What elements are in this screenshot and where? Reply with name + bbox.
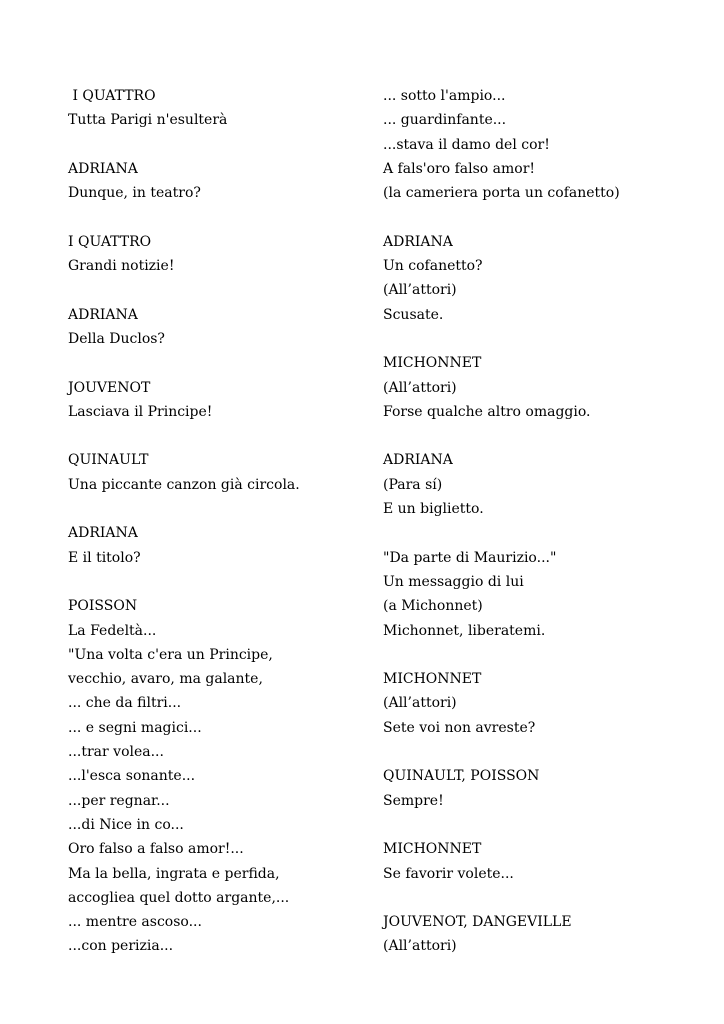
blank-line [383, 813, 703, 837]
text-line: I QUATTRO [68, 88, 156, 104]
text-line: Sete voi non avreste? [383, 719, 536, 736]
blank-line [68, 351, 368, 375]
text-line: ...stava il damo del cor! [383, 136, 550, 153]
text-line: Forse qualche altro omaggio. [383, 403, 591, 420]
text-line: ...con perizia... [68, 938, 174, 955]
blank-line [68, 278, 368, 302]
text-line: (All’attori) [383, 695, 457, 712]
text-line: QUINAULT, POISSON [383, 768, 540, 785]
text-line: Grandi notizie! [68, 258, 175, 275]
text-line: accoglieа quel dotto argante,... [68, 889, 290, 906]
text-line: ... che da filtri... [68, 695, 182, 712]
text-line: ...di Nice in co... [68, 816, 184, 833]
text-line: MICHONNET [383, 841, 482, 858]
text-line: ...l'esca sonante... [68, 768, 196, 785]
text-line: Sempre! [383, 792, 444, 809]
blank-line [383, 205, 703, 229]
text-line: ... sotto l'ampio... [383, 88, 506, 104]
text-line: (a Michonnet) [383, 598, 483, 615]
text-line: MICHONNET [383, 671, 482, 688]
text-line: ADRIANA [383, 233, 453, 250]
blank-line [383, 740, 703, 764]
text-line: MICHONNET [383, 355, 482, 372]
blank-line [68, 133, 368, 157]
text-line: (All’attori) [383, 938, 457, 955]
text-line: Scusate. [383, 306, 444, 323]
text-line: (All’attori) [383, 379, 457, 396]
blank-line [68, 570, 368, 594]
text-line: Una piccante canzon già circola. [68, 476, 300, 493]
text-line: Michonnet, liberatemi. [383, 622, 546, 639]
text-line: Ma la bella, ingrata e perfida, [68, 865, 280, 882]
text-line: QUINAULT [68, 452, 149, 469]
text-line: La Fedeltà... [68, 622, 157, 639]
text-line: (Para sí) [383, 476, 443, 493]
text-line: Della Duclos? [68, 330, 165, 347]
blank-line [383, 886, 703, 910]
text-line: ...per regnar... [68, 792, 170, 809]
right-text-column [383, 84, 703, 959]
text-line: "Da parte di Maurizio..." [383, 549, 557, 566]
text-line: Se favorir volete... [383, 865, 514, 882]
text-line: vecchio, avaro, ma galante, [68, 671, 263, 688]
text-line: JOUVENOT, DANGEVILLE [383, 914, 572, 931]
text-line: I QUATTRO [68, 233, 152, 250]
text-line: Lasciava il Principe! [68, 403, 213, 420]
blank-line [383, 643, 703, 667]
text-line: Dunque, in teatro? [68, 185, 201, 202]
text-line: E il titolo? [68, 549, 141, 566]
left-text-column [68, 84, 368, 959]
text-line: ... guardinfante... [383, 112, 507, 129]
text-line: ADRIANA [68, 525, 138, 542]
text-line: ... e segni magici... [68, 719, 202, 736]
text-line: ...trar volea... [68, 744, 164, 761]
blank-line [383, 327, 703, 351]
text-line: Tutta Parigi n'esulterà [68, 112, 228, 129]
text-line: E un biglietto. [383, 501, 484, 518]
blank-line [68, 205, 368, 229]
text-line: ADRIANA [68, 306, 138, 323]
text-line: ADRIANA [68, 160, 138, 177]
text-line: "Una volta c'era un Principe, [68, 646, 273, 663]
text-line: (la cameriera porta un cofanetto) [383, 185, 620, 202]
blank-line [68, 497, 368, 521]
text-line: A fals'oro falso amor! [383, 160, 536, 177]
blank-line [68, 424, 368, 448]
text-line: POISSON [68, 598, 138, 615]
text-line: ADRIANA [383, 452, 453, 469]
text-line: JOUVENOT [68, 379, 151, 396]
text-line: Oro falso a falso amor!... [68, 841, 244, 858]
blank-line [383, 521, 703, 545]
text-line: ... mentre ascoso... [68, 914, 202, 931]
text-line: Un cofanetto? [383, 258, 483, 275]
blank-line [383, 424, 703, 448]
text-line: Un messaggio di lui [383, 573, 524, 590]
text-line: (All’attori) [383, 282, 457, 299]
